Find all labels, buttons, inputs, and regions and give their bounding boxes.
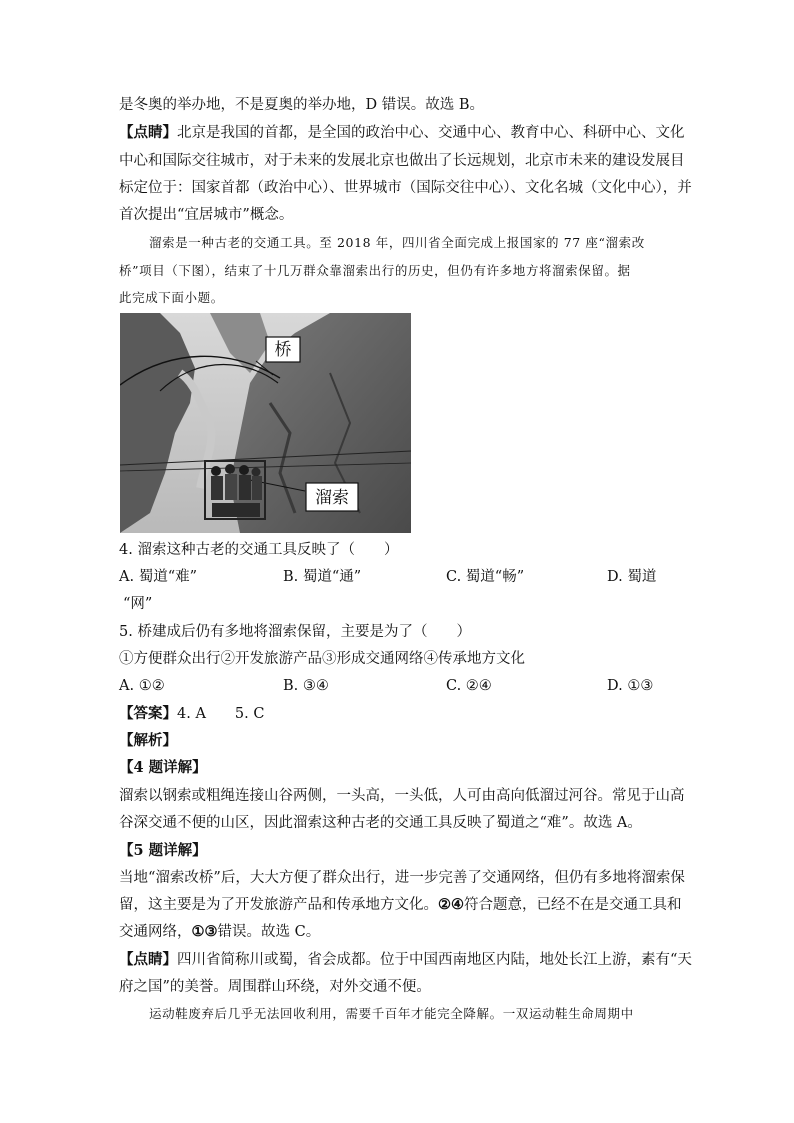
text-line: 中心和国际交往城市，对于未来的发展北京也做出了长远规划，北京市未来的建设发展目: [119, 153, 685, 169]
q5-option-b: B. ③④: [283, 678, 329, 694]
analysis-heading: 【解析】: [119, 732, 177, 749]
q4-detail-heading: 【4 题详解】: [119, 759, 207, 776]
q4-option-b: B. 蜀道“通”: [283, 569, 362, 585]
text-span-bold: ①③: [191, 923, 218, 940]
text-span: 错误。故选 C。: [217, 924, 321, 940]
bridge-label: 桥: [274, 340, 292, 360]
tip-text: 北京是我国的首都，是全国的政治中心、交通中心、教育中心、科研中心、文化: [177, 125, 685, 141]
q4-option-c: C. 蜀道“畅”: [446, 569, 525, 585]
material-intro-line: 此完成下面小题。: [119, 290, 224, 305]
text-span: 符合题意，已经不在是交通工具和: [464, 897, 682, 913]
tip-tag: 【点睛】: [119, 951, 177, 968]
q5-detail-heading: 【5 题详解】: [119, 842, 207, 859]
tip-paragraph-line: [119, 123, 685, 143]
text-line: [119, 922, 320, 942]
text-line: 溜索以钢索或粗绳连接山谷两侧，一头高，一头低，人可由高向低溜过河谷。常见于山高: [119, 788, 685, 804]
answer-line: [119, 704, 264, 724]
q4-option-a: A. 蜀道“难”: [119, 569, 198, 585]
answer-tag: 【答案】: [119, 705, 177, 722]
text-line: 谷深交通不便的山区，因此溜索这种古老的交通工具反映了蜀道之“难”。故选 A。: [119, 815, 642, 831]
zipline-label: 溜索: [315, 488, 349, 508]
material-intro-line: 桥”项目（下图），结束了十几万群众靠溜索出行的历史，但仍有许多地方将溜索保留。据: [119, 263, 631, 278]
question-4-stem: 4. 溜索这种古老的交通工具反映了（ ）: [119, 542, 399, 558]
tip-text: 四川省简称川或蜀，省会成都。位于中国西南地区内陆，地处长江上游，素有“天: [177, 952, 692, 968]
answer-text: 4. A 5. C: [177, 706, 265, 722]
text-line: [119, 895, 682, 915]
next-material-intro: 运动鞋废弃后几乎无法回收利用，需要千百年才能完全降解。一双运动鞋生命周期中: [149, 1006, 634, 1021]
text-line: 当地“溜索改桥”后，大大方便了群众出行，进一步完善了交通网络，但仍有多地将溜索保: [119, 870, 685, 886]
q5-option-a: A. ①②: [119, 678, 165, 694]
material-intro-line: 溜索是一种古老的交通工具。至 2018 年，四川省全面完成上报国家的 77 座“溜索改: [149, 235, 645, 250]
q5-option-c: C. ②④: [446, 678, 492, 694]
text-span-bold: ②④: [438, 896, 464, 913]
text-line: 首次提出“宜居城市”概念。: [119, 207, 294, 223]
text-span: 交通网络，: [119, 924, 192, 940]
zipline-photo: [120, 313, 411, 533]
text-line: 标定位于：国家首都（政治中心）、世界城市（国际交往中心）、文化名城（文化中心），并: [119, 180, 692, 196]
tip-paragraph-line: [119, 950, 692, 970]
text-line: 是冬奥的举办地，不是夏奥的举办地，D 错误。故选 B。: [119, 97, 484, 113]
text-span: 留，这主要是为了开发旅游产品和传承地方文化。: [119, 897, 438, 913]
question-5-stem: 5. 桥建成后仍有多地将溜索保留，主要是为了（ ）: [119, 624, 471, 640]
q4-option-d-continued: “网”: [123, 596, 153, 612]
q4-option-d: D. 蜀道: [607, 569, 657, 585]
tip-tag: 【点睛】: [119, 124, 177, 141]
text-line: 府之国”的美誉。周围群山环绕，对外交通不便。: [119, 979, 431, 995]
q5-option-d: D. ①③: [607, 678, 654, 694]
question-5-items: ①方便群众出行②开发旅游产品③形成交通网络④传承地方文化: [119, 651, 525, 667]
